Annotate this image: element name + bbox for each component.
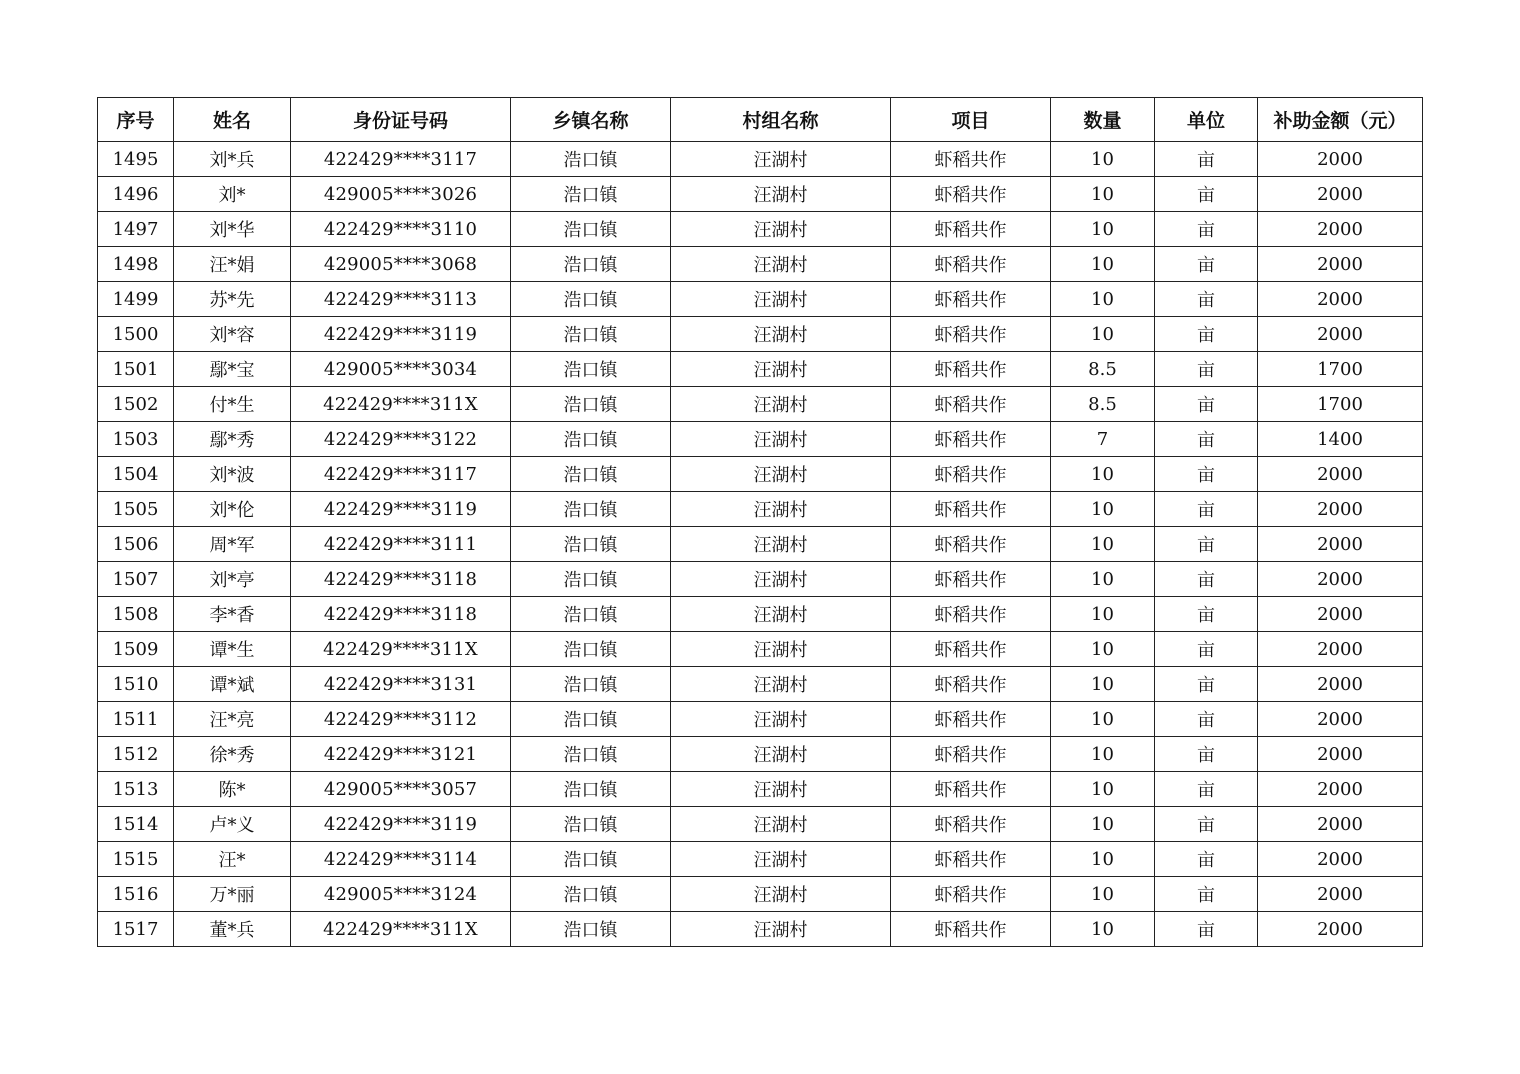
table-row <box>98 387 1423 422</box>
cell-village: 汪湖村 <box>671 387 891 422</box>
cell-name: 汪*娟 <box>174 247 291 282</box>
cell-village: 汪湖村 <box>671 457 891 492</box>
cell-subsidy-amount: 2000 <box>1258 632 1423 667</box>
table-row <box>98 737 1423 772</box>
cell-unit: 亩 <box>1155 527 1258 562</box>
cell-township: 浩口镇 <box>511 492 671 527</box>
cell-village: 汪湖村 <box>671 212 891 247</box>
cell-village: 汪湖村 <box>671 142 891 177</box>
cell-township: 浩口镇 <box>511 877 671 912</box>
cell-township: 浩口镇 <box>511 317 671 352</box>
cell-id-number: 422429****3111 <box>291 527 511 562</box>
cell-serial-number: 1511 <box>98 702 174 737</box>
cell-township: 浩口镇 <box>511 387 671 422</box>
cell-quantity: 10 <box>1051 317 1155 352</box>
cell-id-number: 429005****3068 <box>291 247 511 282</box>
cell-township: 浩口镇 <box>511 422 671 457</box>
cell-subsidy-amount: 2000 <box>1258 492 1423 527</box>
cell-project: 虾稻共作 <box>891 737 1051 772</box>
cell-village: 汪湖村 <box>671 247 891 282</box>
cell-name: 汪* <box>174 842 291 877</box>
cell-project: 虾稻共作 <box>891 247 1051 282</box>
cell-township: 浩口镇 <box>511 177 671 212</box>
cell-serial-number: 1501 <box>98 352 174 387</box>
cell-unit: 亩 <box>1155 282 1258 317</box>
cell-village: 汪湖村 <box>671 842 891 877</box>
table-row <box>98 632 1423 667</box>
cell-project: 虾稻共作 <box>891 702 1051 737</box>
cell-project: 虾稻共作 <box>891 912 1051 947</box>
header-unit: 单位 <box>1155 98 1258 142</box>
table-header <box>98 98 1423 142</box>
cell-project: 虾稻共作 <box>891 422 1051 457</box>
cell-name: 谭*斌 <box>174 667 291 702</box>
cell-village: 汪湖村 <box>671 562 891 597</box>
cell-name: 董*兵 <box>174 912 291 947</box>
table-row <box>98 527 1423 562</box>
cell-township: 浩口镇 <box>511 807 671 842</box>
cell-unit: 亩 <box>1155 702 1258 737</box>
cell-subsidy-amount: 2000 <box>1258 877 1423 912</box>
cell-id-number: 422429****3121 <box>291 737 511 772</box>
cell-serial-number: 1509 <box>98 632 174 667</box>
table-row <box>98 492 1423 527</box>
cell-unit: 亩 <box>1155 177 1258 212</box>
cell-village: 汪湖村 <box>671 317 891 352</box>
cell-name: 谭*生 <box>174 632 291 667</box>
cell-name: 刘*亭 <box>174 562 291 597</box>
cell-id-number: 422429****3113 <box>291 282 511 317</box>
cell-subsidy-amount: 2000 <box>1258 527 1423 562</box>
cell-unit: 亩 <box>1155 842 1258 877</box>
cell-quantity: 10 <box>1051 912 1155 947</box>
cell-name: 卢*义 <box>174 807 291 842</box>
cell-subsidy-amount: 2000 <box>1258 702 1423 737</box>
cell-id-number: 422429****3122 <box>291 422 511 457</box>
cell-id-number: 422429****3110 <box>291 212 511 247</box>
cell-serial-number: 1498 <box>98 247 174 282</box>
cell-name: 李*香 <box>174 597 291 632</box>
cell-township: 浩口镇 <box>511 632 671 667</box>
table-body <box>98 142 1423 947</box>
cell-id-number: 422429****3118 <box>291 562 511 597</box>
cell-id-number: 429005****3057 <box>291 772 511 807</box>
cell-subsidy-amount: 2000 <box>1258 807 1423 842</box>
cell-name: 周*军 <box>174 527 291 562</box>
cell-serial-number: 1506 <box>98 527 174 562</box>
cell-unit: 亩 <box>1155 562 1258 597</box>
cell-quantity: 10 <box>1051 667 1155 702</box>
cell-project: 虾稻共作 <box>891 177 1051 212</box>
cell-unit: 亩 <box>1155 597 1258 632</box>
cell-id-number: 422429****3117 <box>291 457 511 492</box>
cell-serial-number: 1508 <box>98 597 174 632</box>
cell-township: 浩口镇 <box>511 142 671 177</box>
header-name: 姓名 <box>174 98 291 142</box>
cell-subsidy-amount: 2000 <box>1258 282 1423 317</box>
cell-unit: 亩 <box>1155 457 1258 492</box>
cell-unit: 亩 <box>1155 212 1258 247</box>
cell-name: 苏*先 <box>174 282 291 317</box>
cell-quantity: 10 <box>1051 177 1155 212</box>
cell-village: 汪湖村 <box>671 177 891 212</box>
cell-name: 刘*伦 <box>174 492 291 527</box>
table-row <box>98 667 1423 702</box>
cell-project: 虾稻共作 <box>891 142 1051 177</box>
cell-subsidy-amount: 2000 <box>1258 912 1423 947</box>
cell-project: 虾稻共作 <box>891 632 1051 667</box>
cell-project: 虾稻共作 <box>891 562 1051 597</box>
table-row <box>98 877 1423 912</box>
cell-village: 汪湖村 <box>671 492 891 527</box>
cell-unit: 亩 <box>1155 387 1258 422</box>
cell-name: 鄢*秀 <box>174 422 291 457</box>
cell-subsidy-amount: 2000 <box>1258 317 1423 352</box>
cell-name: 徐*秀 <box>174 737 291 772</box>
cell-unit: 亩 <box>1155 632 1258 667</box>
cell-unit: 亩 <box>1155 422 1258 457</box>
cell-id-number: 422429****311X <box>291 912 511 947</box>
header-quantity: 数量 <box>1051 98 1155 142</box>
cell-unit: 亩 <box>1155 247 1258 282</box>
cell-quantity: 8.5 <box>1051 352 1155 387</box>
cell-serial-number: 1516 <box>98 877 174 912</box>
header-township: 乡镇名称 <box>511 98 671 142</box>
cell-unit: 亩 <box>1155 737 1258 772</box>
cell-project: 虾稻共作 <box>891 842 1051 877</box>
cell-subsidy-amount: 2000 <box>1258 597 1423 632</box>
cell-village: 汪湖村 <box>671 772 891 807</box>
cell-project: 虾稻共作 <box>891 807 1051 842</box>
cell-unit: 亩 <box>1155 142 1258 177</box>
cell-township: 浩口镇 <box>511 597 671 632</box>
header-row <box>98 98 1423 142</box>
cell-quantity: 10 <box>1051 877 1155 912</box>
cell-township: 浩口镇 <box>511 842 671 877</box>
cell-village: 汪湖村 <box>671 912 891 947</box>
cell-quantity: 10 <box>1051 842 1155 877</box>
cell-serial-number: 1503 <box>98 422 174 457</box>
cell-id-number: 422429****311X <box>291 632 511 667</box>
cell-serial-number: 1515 <box>98 842 174 877</box>
cell-unit: 亩 <box>1155 492 1258 527</box>
cell-subsidy-amount: 2000 <box>1258 457 1423 492</box>
cell-unit: 亩 <box>1155 772 1258 807</box>
cell-id-number: 422429****3119 <box>291 317 511 352</box>
cell-quantity: 10 <box>1051 597 1155 632</box>
table-row <box>98 282 1423 317</box>
cell-unit: 亩 <box>1155 912 1258 947</box>
cell-serial-number: 1512 <box>98 737 174 772</box>
cell-subsidy-amount: 2000 <box>1258 667 1423 702</box>
cell-unit: 亩 <box>1155 667 1258 702</box>
table-row <box>98 842 1423 877</box>
cell-name: 付*生 <box>174 387 291 422</box>
cell-name: 刘*容 <box>174 317 291 352</box>
cell-project: 虾稻共作 <box>891 317 1051 352</box>
cell-id-number: 422429****3114 <box>291 842 511 877</box>
cell-id-number: 429005****3124 <box>291 877 511 912</box>
table-row <box>98 807 1423 842</box>
cell-township: 浩口镇 <box>511 702 671 737</box>
cell-village: 汪湖村 <box>671 527 891 562</box>
table-row <box>98 142 1423 177</box>
table-row <box>98 422 1423 457</box>
cell-quantity: 10 <box>1051 527 1155 562</box>
cell-township: 浩口镇 <box>511 562 671 597</box>
cell-quantity: 10 <box>1051 212 1155 247</box>
cell-serial-number: 1510 <box>98 667 174 702</box>
cell-village: 汪湖村 <box>671 282 891 317</box>
cell-project: 虾稻共作 <box>891 457 1051 492</box>
cell-project: 虾稻共作 <box>891 877 1051 912</box>
cell-id-number: 422429****311X <box>291 387 511 422</box>
table-row <box>98 177 1423 212</box>
cell-serial-number: 1505 <box>98 492 174 527</box>
cell-project: 虾稻共作 <box>891 212 1051 247</box>
cell-village: 汪湖村 <box>671 422 891 457</box>
cell-name: 万*丽 <box>174 877 291 912</box>
cell-quantity: 10 <box>1051 457 1155 492</box>
cell-township: 浩口镇 <box>511 247 671 282</box>
cell-subsidy-amount: 2000 <box>1258 562 1423 597</box>
cell-quantity: 10 <box>1051 142 1155 177</box>
cell-id-number: 429005****3026 <box>291 177 511 212</box>
table-row <box>98 702 1423 737</box>
cell-village: 汪湖村 <box>671 667 891 702</box>
cell-unit: 亩 <box>1155 352 1258 387</box>
cell-name: 陈* <box>174 772 291 807</box>
cell-subsidy-amount: 1700 <box>1258 387 1423 422</box>
table-row <box>98 597 1423 632</box>
table-row <box>98 352 1423 387</box>
cell-subsidy-amount: 2000 <box>1258 142 1423 177</box>
cell-serial-number: 1499 <box>98 282 174 317</box>
cell-unit: 亩 <box>1155 317 1258 352</box>
cell-quantity: 7 <box>1051 422 1155 457</box>
table-row <box>98 562 1423 597</box>
cell-project: 虾稻共作 <box>891 492 1051 527</box>
cell-project: 虾稻共作 <box>891 527 1051 562</box>
cell-id-number: 429005****3034 <box>291 352 511 387</box>
cell-township: 浩口镇 <box>511 667 671 702</box>
cell-id-number: 422429****3118 <box>291 597 511 632</box>
cell-subsidy-amount: 2000 <box>1258 842 1423 877</box>
cell-name: 刘* <box>174 177 291 212</box>
cell-subsidy-amount: 2000 <box>1258 247 1423 282</box>
cell-serial-number: 1517 <box>98 912 174 947</box>
cell-serial-number: 1504 <box>98 457 174 492</box>
cell-serial-number: 1500 <box>98 317 174 352</box>
table-row <box>98 912 1423 947</box>
cell-quantity: 10 <box>1051 807 1155 842</box>
cell-township: 浩口镇 <box>511 912 671 947</box>
cell-name: 刘*波 <box>174 457 291 492</box>
cell-subsidy-amount: 1700 <box>1258 352 1423 387</box>
table-row <box>98 457 1423 492</box>
cell-project: 虾稻共作 <box>891 667 1051 702</box>
header-id-number: 身份证号码 <box>291 98 511 142</box>
cell-serial-number: 1495 <box>98 142 174 177</box>
cell-quantity: 10 <box>1051 492 1155 527</box>
subsidy-roster-table <box>97 97 1423 947</box>
cell-name: 刘*华 <box>174 212 291 247</box>
header-subsidy-amount: 补助金额（元） <box>1258 98 1423 142</box>
cell-quantity: 10 <box>1051 772 1155 807</box>
cell-serial-number: 1513 <box>98 772 174 807</box>
cell-township: 浩口镇 <box>511 457 671 492</box>
cell-project: 虾稻共作 <box>891 352 1051 387</box>
cell-village: 汪湖村 <box>671 737 891 772</box>
table-row <box>98 247 1423 282</box>
cell-name: 汪*亮 <box>174 702 291 737</box>
cell-serial-number: 1507 <box>98 562 174 597</box>
cell-name: 刘*兵 <box>174 142 291 177</box>
cell-quantity: 10 <box>1051 562 1155 597</box>
cell-township: 浩口镇 <box>511 737 671 772</box>
cell-unit: 亩 <box>1155 807 1258 842</box>
table-row <box>98 772 1423 807</box>
cell-id-number: 422429****3131 <box>291 667 511 702</box>
header-village: 村组名称 <box>671 98 891 142</box>
cell-village: 汪湖村 <box>671 877 891 912</box>
header-serial-number: 序号 <box>98 98 174 142</box>
cell-project: 虾稻共作 <box>891 772 1051 807</box>
cell-village: 汪湖村 <box>671 352 891 387</box>
cell-village: 汪湖村 <box>671 597 891 632</box>
cell-id-number: 422429****3117 <box>291 142 511 177</box>
cell-quantity: 10 <box>1051 282 1155 317</box>
cell-subsidy-amount: 2000 <box>1258 177 1423 212</box>
cell-quantity: 8.5 <box>1051 387 1155 422</box>
cell-id-number: 422429****3119 <box>291 807 511 842</box>
cell-quantity: 10 <box>1051 247 1155 282</box>
table-row <box>98 212 1423 247</box>
cell-township: 浩口镇 <box>511 527 671 562</box>
cell-project: 虾稻共作 <box>891 282 1051 317</box>
cell-serial-number: 1502 <box>98 387 174 422</box>
cell-id-number: 422429****3119 <box>291 492 511 527</box>
cell-subsidy-amount: 2000 <box>1258 737 1423 772</box>
cell-township: 浩口镇 <box>511 282 671 317</box>
cell-township: 浩口镇 <box>511 772 671 807</box>
cell-village: 汪湖村 <box>671 632 891 667</box>
cell-quantity: 10 <box>1051 632 1155 667</box>
cell-name: 鄢*宝 <box>174 352 291 387</box>
cell-township: 浩口镇 <box>511 352 671 387</box>
table-row <box>98 317 1423 352</box>
cell-village: 汪湖村 <box>671 807 891 842</box>
cell-subsidy-amount: 2000 <box>1258 772 1423 807</box>
cell-project: 虾稻共作 <box>891 387 1051 422</box>
cell-subsidy-amount: 2000 <box>1258 212 1423 247</box>
cell-serial-number: 1497 <box>98 212 174 247</box>
cell-serial-number: 1514 <box>98 807 174 842</box>
cell-unit: 亩 <box>1155 877 1258 912</box>
cell-project: 虾稻共作 <box>891 597 1051 632</box>
header-project: 项目 <box>891 98 1051 142</box>
cell-quantity: 10 <box>1051 737 1155 772</box>
cell-township: 浩口镇 <box>511 212 671 247</box>
cell-quantity: 10 <box>1051 702 1155 737</box>
cell-village: 汪湖村 <box>671 702 891 737</box>
cell-id-number: 422429****3112 <box>291 702 511 737</box>
cell-serial-number: 1496 <box>98 177 174 212</box>
cell-subsidy-amount: 1400 <box>1258 422 1423 457</box>
